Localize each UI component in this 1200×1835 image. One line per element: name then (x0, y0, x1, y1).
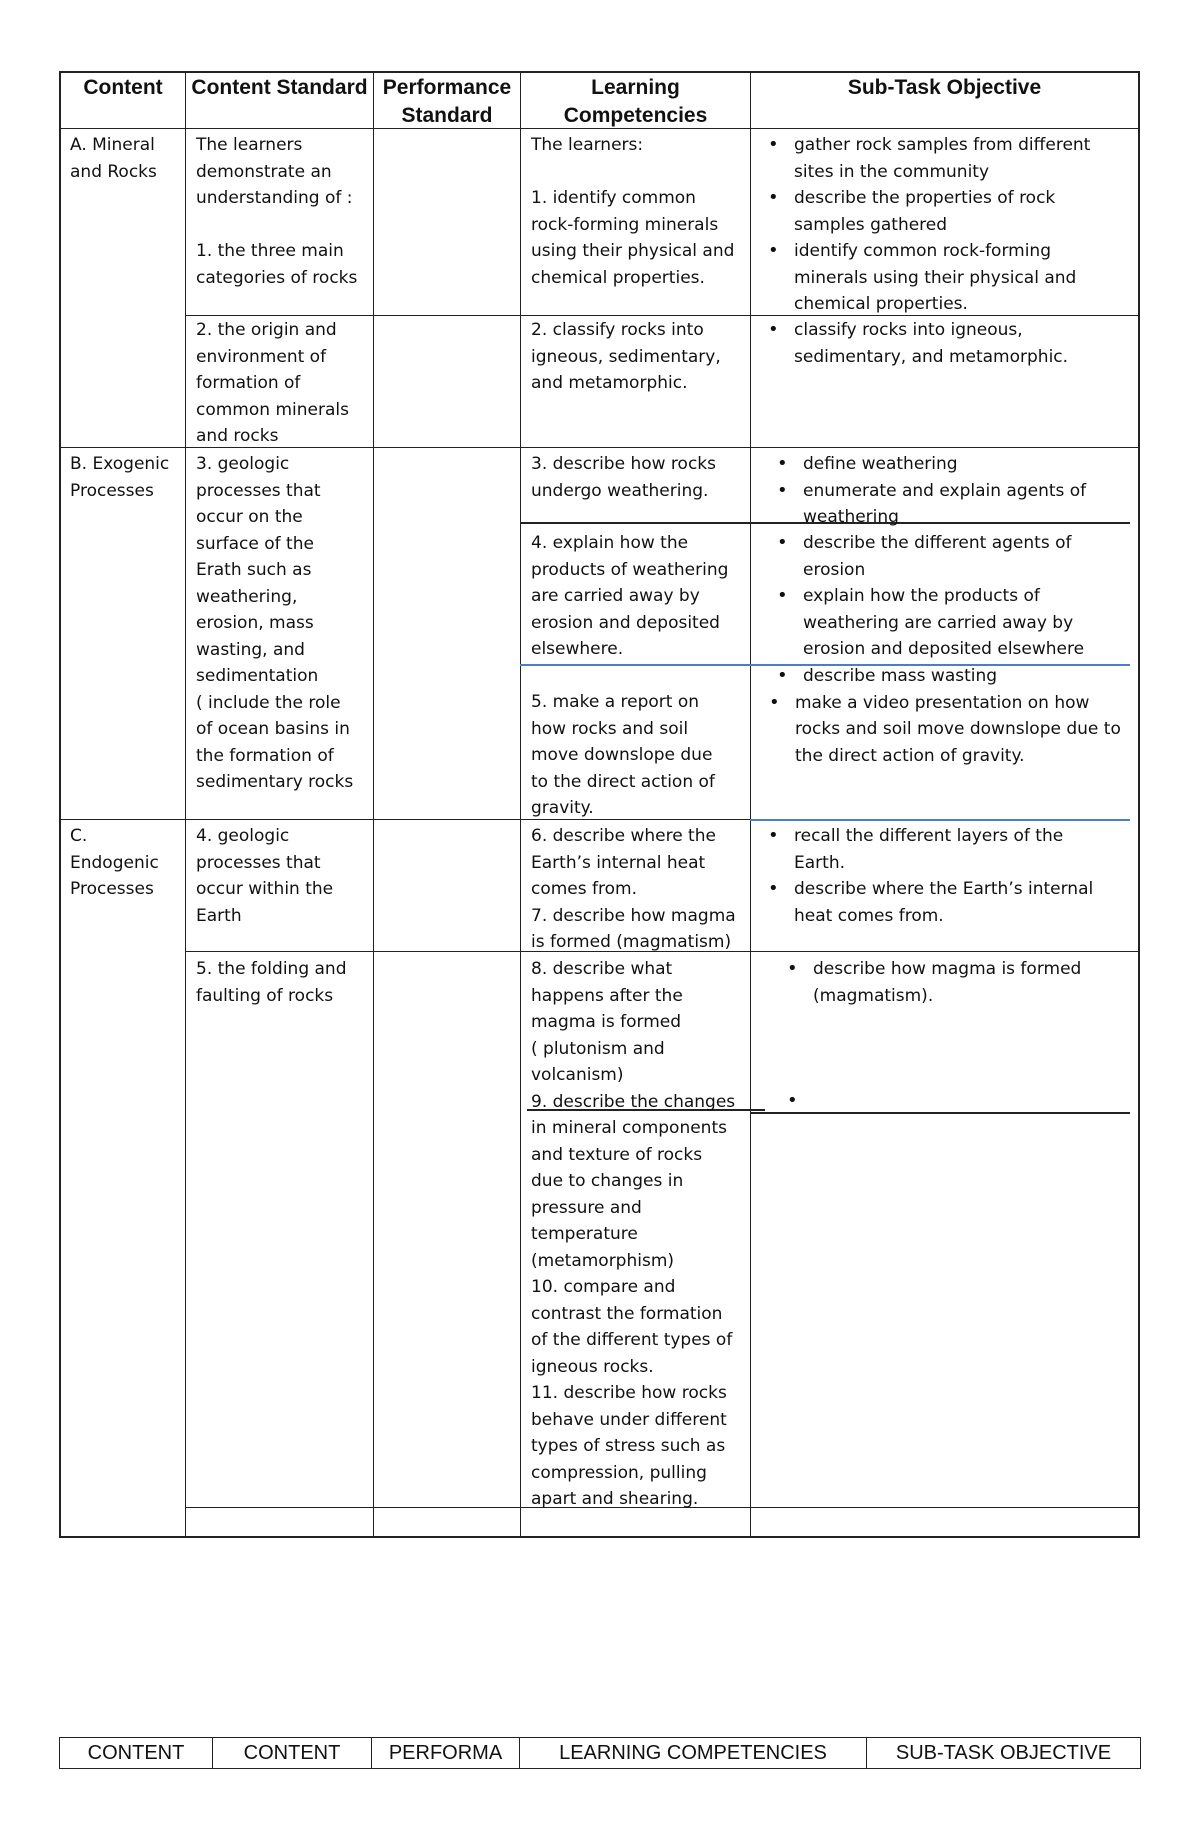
header-subtask-objective: Sub-Task Objective (847, 76, 1042, 99)
section-b-competency-3: 3. describe how rocks undergo weathering. (531, 454, 716, 501)
list-item: • gather rock samples from different sites in the community (758, 132, 1108, 185)
section-a-objectives-2 (758, 317, 1108, 370)
section-a-content: A. Mineral and Rocks (70, 135, 157, 182)
list-item: • describe mass wasting (767, 663, 1127, 690)
section-c-objectives-6-7 (758, 823, 1118, 929)
list-item: • enumerate and explain agents of weathering (767, 478, 1117, 531)
section-b-standard-3: 3. geologic processes that occur on the surface of the Erath such as weathering, erosion, mass wasting, and sedimentation ( include the role of ocean basins in the formation of sedimentary rocks (196, 454, 354, 792)
list-item (777, 1088, 1117, 1115)
section-b-objectives-4 (767, 530, 1117, 663)
section-c-objectives-8 (777, 956, 1117, 1009)
section-a-competency-1: The learners: 1. identify common rock-forming minerals using their physical and chemical properties. (531, 135, 735, 288)
section-c-standard-4: 4. geologic processes that occur within the Earth (196, 826, 334, 926)
list-item: • describe the different agents of erosion (767, 530, 1117, 583)
list-item: • describe where the Earth’s internal heat comes from. (758, 876, 1118, 929)
list-item: • recall the different layers of the Earth. (758, 823, 1118, 876)
footer-content-2: CONTENT (243, 1742, 341, 1764)
footer-performance: PERFORMA (388, 1742, 503, 1764)
footer-content: CONTENT (87, 1742, 185, 1764)
section-b-objectives-3 (767, 451, 1117, 531)
section-b-competency-5: 5. make a report on how rocks and soil move downslope due to the direct action of gravity. (531, 692, 715, 818)
list-item: • make a video presentation on how rocks and soil move downslope due to the direct action of gravity. (759, 690, 1127, 770)
list-item: • describe the properties of rock samples gathered (758, 185, 1108, 238)
header-content: Content (83, 76, 163, 99)
section-c-competency-8-11: 8. describe what happens after the magma is formed ( plutonism and volcanism) 9. describe the changes in mineral components and texture of rocks due to changes in pressure and temperature (metamorphism) 10. compare and contrast the formation of the different types of igneous rocks. 11. describe how rocks behave under different types of stress such as compression, pulling apart and shearing. (531, 959, 736, 1509)
list-item: • identify common rock-forming minerals using their physical and chemical properties. (758, 238, 1108, 318)
section-c-standard-5: 5. the folding and faulting of rocks (196, 959, 347, 1006)
footer-subtask: SUB-TASK OBJECTIVE (895, 1742, 1112, 1764)
footer-learning: LEARNING COMPETENCIES (559, 1742, 827, 1764)
header-learning-competencies: Learning Competencies (563, 76, 708, 127)
section-a-competency-2: 2. classify rocks into igneous, sedimentary, and metamorphic. (531, 320, 721, 393)
section-a-standard-2: 2. the origin and environment of formation of common minerals and rocks (196, 320, 349, 446)
header-performance-standard: Performance Standard (382, 76, 512, 127)
list-item: • classify rocks into igneous, sedimentary, and metamorphic. (758, 317, 1108, 370)
section-a-standard-1: The learners demonstrate an understanding of : 1. the three main categories of rocks (196, 135, 358, 288)
header-content-standard: Content Standard (191, 76, 368, 99)
list-item: • define weathering (767, 451, 1117, 478)
section-c-objectives-9 (777, 1088, 1117, 1115)
list-item: • explain how the products of weathering are carried away by erosion and deposited elsewhere (767, 583, 1117, 663)
section-b-objectives-5 (767, 663, 1127, 769)
section-a-objectives-1 (758, 132, 1108, 318)
section-c-content: C. Endogenic Processes (70, 826, 159, 899)
section-c-competency-6-7: 6. describe where the Earth’s internal heat comes from. 7. describe how magma is formed (magmatism) (531, 826, 736, 952)
section-b-competency-4: 4. explain how the products of weathering are carried away by erosion and deposited elsewhere. (531, 533, 729, 659)
section-b-content: B. Exogenic Processes (70, 454, 170, 501)
list-item: • describe how magma is formed (magmatism). (777, 956, 1117, 1009)
